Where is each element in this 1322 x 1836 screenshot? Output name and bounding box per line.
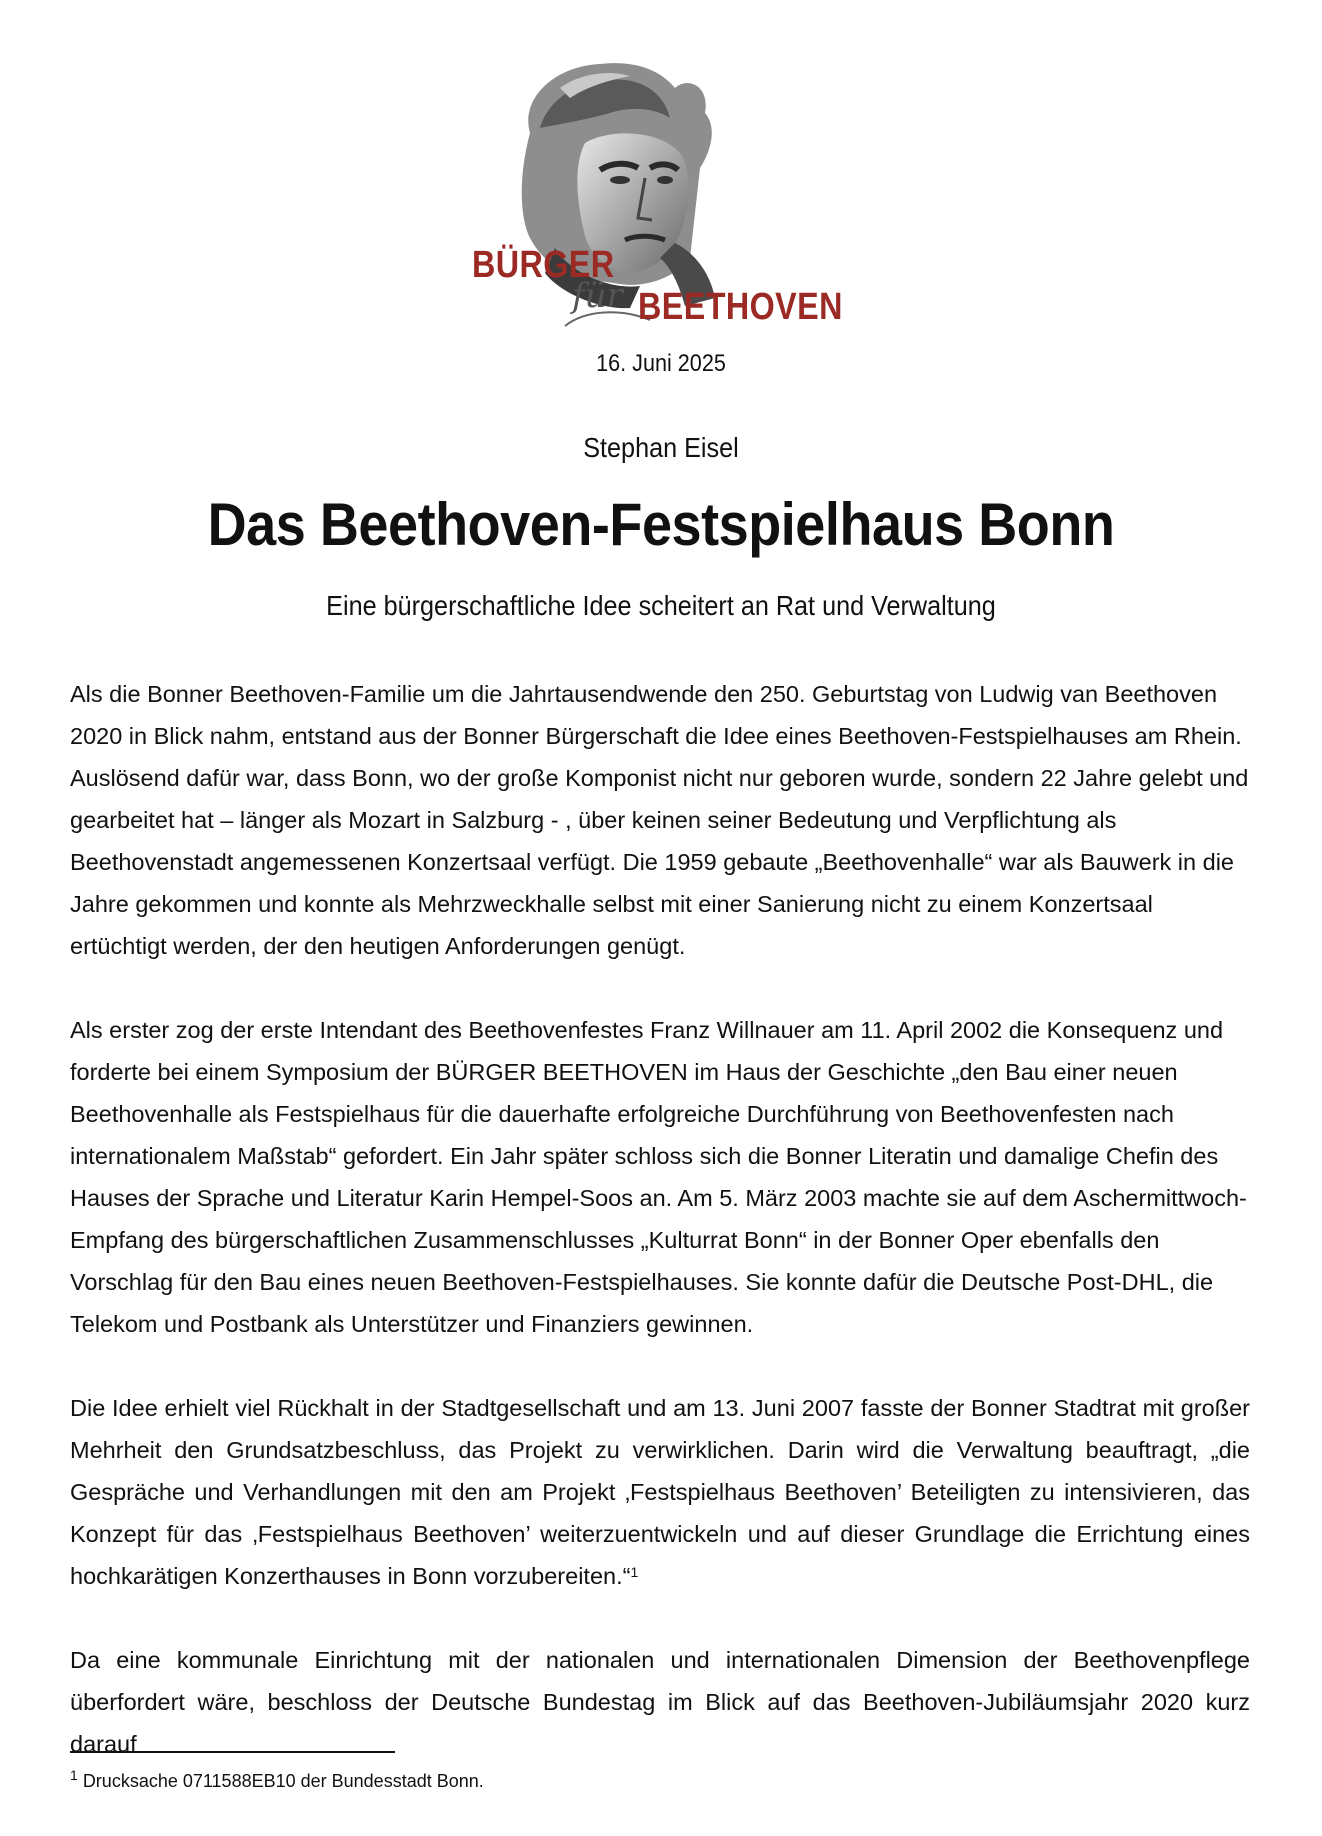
- article-body: [70, 673, 1250, 1807]
- footnote-marker: 1: [70, 1767, 78, 1783]
- buerger-fuer-beethoven-logo: [460, 58, 860, 333]
- paragraph-3-text: Die Idee erhielt viel Rückhalt in der Stadtgesellschaft und am 13. Juni 2007 fasste der Bonner Stadtrat mit großer Mehrheit den Grundsatzbeschluss, das Projekt zu verwirklichen. Darin wird die Verwaltung beauftragt, „die Gespräche und Verhandlungen mit den am Projekt ‚Festspielhaus Beethoven’ Beteiligten zu intensivieren, das Konzept für das ‚Festspielhaus Beethoven’ weiterzuentwickeln und auf dieser Grundlage die Errichtung eines hochkarätigen Konzerthauses in Bonn vorzubereiten.“: [70, 1395, 1250, 1589]
- footnote-divider: [70, 1751, 395, 1753]
- paragraph-3: [70, 1387, 1250, 1597]
- paragraph-1: Als die Bonner Beethoven-Familie um die Jahrtausendwende den 250. Geburtstag von Ludwig van Beethoven 2020 in Blick nahm, entstand aus der Bonner Bürgerschaft die Idee eines Beethoven-Festspielhauses am Rhein. Auslösend dafür war, dass Bonn, wo der große Komponist nicht nur geboren wurde, sondern 22 Jahre gelebt und gearbeitet hat – länger als Mozart in Salzburg - , über keinen seiner Bedeutung und Verpflichtung als Beethovenstadt angemessenen Konzertsaal verfügt. Die 1959 gebaute „Beethovenhalle“ war als Bauwerk in die Jahre gekommen und konnte als Mehrzweckhalle selbst mit einer Sanierung nicht zu einem Konzertsaal ertüchtigt werden, der den heutigen Anforderungen genügt.: [70, 681, 1249, 959]
- author-name: Stephan Eisel: [583, 432, 739, 463]
- footnote-text: Drucksache 0711588EB10 der Bundesstadt Bonn.: [82, 1771, 484, 1791]
- paragraph-2: Als erster zog der erste Intendant des Beethovenfestes Franz Willnauer am 11. April 2002 die Konsequenz und forderte bei einem Symposium der BÜRGER BEETHOVEN im Haus der Geschichte „den Bau einer neuen Beethovenhalle als Festspielhaus für die dauerhafte erfolgreiche Durchführung von Beethovenfesten nach internationalem Maßstab“ gefordert. Ein Jahr später schloss sich die Bonner Literatin und damalige Chefin des Hauses der Sprache und Literatur Karin Hempel-Soos an. Am 5. März 2003 machte sie auf dem Aschermittwoch-Empfang des bürgerschaftlichen Zusammenschlusses „Kulturrat Bonn“ in der Bonner Oper ebenfalls den Vorschlag für den Bau eines neuen Beethoven-Festspielhauses. Sie konnte dafür die Deutsche Post-DHL, die Telekom und Postbank als Unterstützer und Finanziers gewinnen.: [70, 1017, 1247, 1337]
- document-title: Das Beethoven-Festspielhaus Bonn: [207, 491, 1115, 558]
- footnote: [70, 1767, 484, 1792]
- document-subtitle: Eine bürgerschaftliche Idee scheitert an Rat und Verwaltung: [326, 590, 996, 621]
- logo-word-buerger: BÜRGER: [472, 244, 615, 286]
- logo-word-fuer: für: [572, 276, 623, 316]
- footnote-reference[interactable]: 1: [630, 1564, 639, 1580]
- publication-date: 16. Juni 2025: [596, 350, 726, 377]
- paragraph-4: Da eine kommunale Einrichtung mit der nationalen und internationalen Dimension der Beethovenpflege überfordert wäre, beschloss der Deutsche Bundestag im Blick auf das Beethoven-Jubiläumsjahr 2020 kurz darauf: [70, 1647, 1250, 1757]
- logo-word-beethoven: BEETHOVEN: [638, 286, 843, 328]
